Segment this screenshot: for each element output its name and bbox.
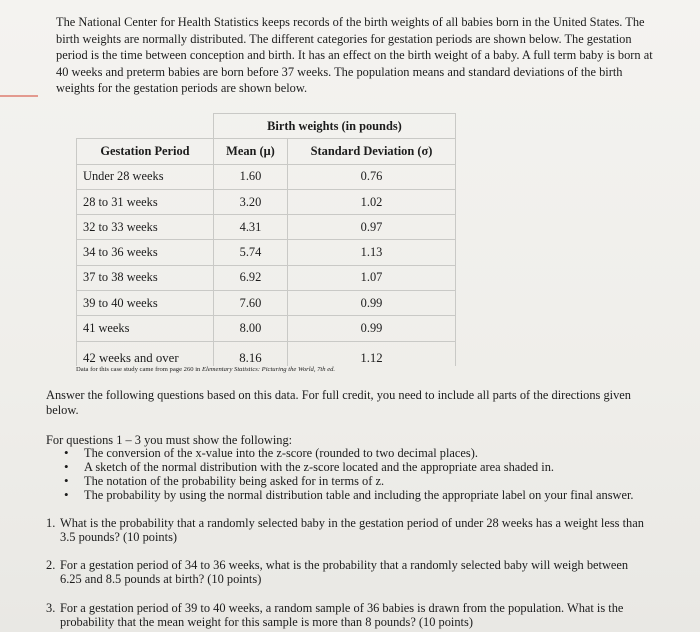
table-row [77, 240, 456, 265]
birth-weight-table [76, 113, 456, 366]
sd-cell: 1.07 [288, 265, 456, 290]
question-text: For a gestation period of 39 to 40 weeks, a random sample of 36 babies is drawn from the population. What is the [60, 601, 624, 615]
mean-cell: 7.60 [213, 291, 287, 316]
mean-cell: 8.16 [213, 341, 287, 366]
header-mean: Mean (μ) [213, 139, 287, 164]
sd-cell: 1.13 [288, 240, 456, 265]
source-prefix: Data for this case study came from page 260 in [76, 366, 202, 373]
question-number: 2. [46, 558, 56, 572]
question-text-continued: 6.25 and 8.5 pounds at birth? (10 points) [60, 572, 262, 586]
table-source-note [76, 366, 335, 373]
table-row [77, 265, 456, 290]
period-cell: 41 weeks [77, 316, 214, 341]
question-text-continued: 3.5 pounds? (10 points) [60, 530, 178, 544]
mean-cell: 3.20 [213, 189, 287, 214]
requirements-list [60, 446, 634, 502]
question-text: What is the probability that a randomly selected baby in the gestation period of under 28 weeks has a weight less than [60, 516, 644, 530]
sd-cell: 0.76 [288, 164, 456, 189]
question-number: 1. [46, 516, 56, 530]
table-row [77, 291, 456, 316]
sd-cell: 0.97 [288, 215, 456, 240]
period-cell: 32 to 33 weeks [77, 215, 214, 240]
mean-cell: 8.00 [213, 316, 287, 341]
mean-cell: 4.31 [213, 215, 287, 240]
intro-paragraph: The National Center for Health Statistics keeps records of the birth weights of all babies born in the United States. The birth weights are normally distributed. The different categories for gestation periods are shown below. The gestation period is the time between conception and birth. It has an effect on the birth weight of a baby. A full term baby is born at 40 weeks and preterm babies are born before 37 weeks. The population means and standard deviations of the birth weights for the gestation periods are shown below. [56, 15, 653, 95]
question-text-continued: probability that the mean weight for this sample is more than 8 pounds? (10 points) [60, 615, 473, 629]
question-2 [46, 558, 656, 586]
table-title: Birth weights (in pounds) [213, 114, 455, 139]
for-questions-heading: For questions 1 – 3 you must show the following: [46, 433, 293, 447]
list-item: • The conversion of the x-value into the z-score (rounded to two decimal places). [60, 446, 634, 460]
mean-cell: 6.92 [213, 265, 287, 290]
table-row [77, 164, 456, 189]
period-cell: Under 28 weeks [77, 164, 214, 189]
mean-cell: 1.60 [213, 164, 287, 189]
table-row [77, 316, 456, 341]
period-cell: 28 to 31 weeks [77, 189, 214, 214]
table-row [77, 341, 456, 366]
mean-cell: 5.74 [213, 240, 287, 265]
sd-cell: 1.12 [288, 341, 456, 366]
table-row [77, 215, 456, 240]
list-item: • The notation of the probability being asked for in terms of z. [60, 474, 634, 488]
header-standard-deviation: Standard Deviation (σ) [288, 139, 456, 164]
list-item: • A sketch of the normal distribution with the z-score located and the appropriate area shaded in. [60, 460, 634, 474]
list-item: • The probability by using the normal distribution table and including the appropriate label on your final answer. [60, 488, 634, 502]
margin-line [0, 95, 38, 97]
header-gestation-period: Gestation Period [77, 139, 214, 164]
question-1 [46, 516, 656, 544]
period-cell: 37 to 38 weeks [77, 265, 214, 290]
sd-cell: 1.02 [288, 189, 456, 214]
source-title: Elementary Statistics: Picturing the World, 7th ed. [201, 366, 336, 373]
period-cell: 39 to 40 weeks [77, 291, 214, 316]
sd-cell: 0.99 [288, 291, 456, 316]
period-cell: 34 to 36 weeks [77, 240, 214, 265]
question-number: 3. [46, 601, 56, 615]
answer-instructions: Answer the following questions based on this data. For full credit, you need to include all parts of the directions given below. [46, 388, 631, 417]
table-row [77, 189, 456, 214]
sd-cell: 0.99 [288, 316, 456, 341]
question-text: For a gestation period of 34 to 36 weeks, what is the probability that a randomly selected baby will weigh between [60, 558, 629, 572]
period-cell: 42 weeks and over [77, 341, 214, 366]
question-3 [46, 601, 656, 629]
